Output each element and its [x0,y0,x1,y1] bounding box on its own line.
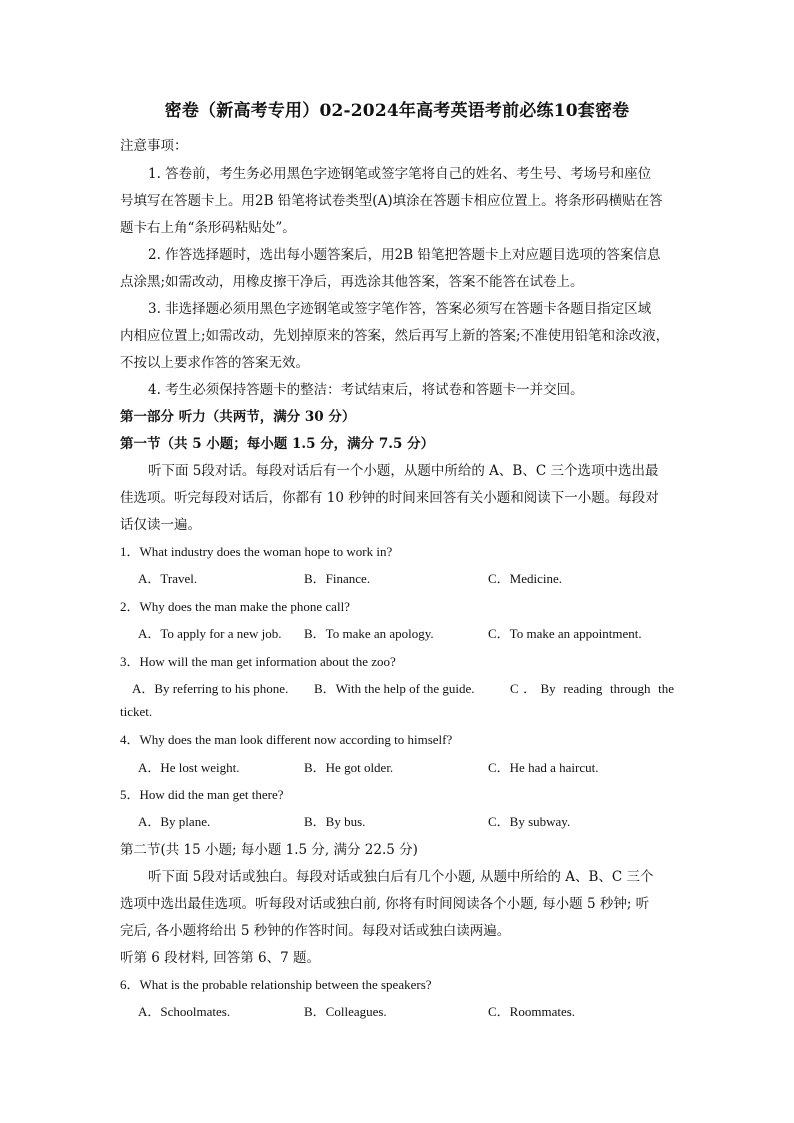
notice-heading: 注意事项： [120,138,188,154]
question-4-option-b: B．He got older. [304,760,394,775]
section1-intro-line-1: 听下面 5段对话。每段对话后有一个小题，从题中所给的 A、B、C 三个选项中选出最 [148,463,659,479]
notice-item-4-line-1: 4. 考生必须保持答题卡的整洁：考试结束后，将试卷和答题卡一并交回。 [148,382,584,398]
question-3-option-c: C．By reading through the [510,681,674,696]
material-instruction: 听第 6 段材料, 回答第 6、7 题。 [120,950,321,966]
notice-item-3-line-1: 3. 非选择题必须用黑色字迹钢笔或签字笔作答，答案必须写在答题卡各题目指定区域 [148,301,652,317]
notice-item-2-line-2: 点涂黑;如需改动，用橡皮擦干净后，再选涂其他答案，答案不能答在试卷上。 [120,274,584,290]
section2-intro-line-3: 完后, 各小题将给出 5 秒钟的作答时间。每段对话或独白读两遍。 [120,923,511,939]
question-1-option-c: C．Medicine. [488,571,563,586]
section1-heading: 第一节（共 5 小题；每小题 1.5 分，满分 7.5 分） [120,436,435,452]
question-1-option-b: B．Finance. [304,571,371,586]
notice-item-2-line-1: 2. 作答选择题时，选出每小题答案后，用2B 铅笔把答题卡上对应题目选项的答案信息 [148,247,661,263]
question-2-option-a: A．To apply for a new job. [138,626,282,641]
question-5-option-c: C．By subway. [488,814,571,829]
section2-intro-line-1: 听下面 5段对话或独白。每段对话或独白后有几个小题, 从题中所给的 A、B、C 三个 [148,869,654,885]
section2-heading: 第二节(共 15 小题; 每小题 1.5 分, 满分 22.5 分) [120,842,418,858]
question-6-option-a: A．Schoolmates. [138,1004,231,1019]
question-5-option-b: B．By bus. [304,814,366,829]
question-4-option-a: A．He lost weight. [138,760,240,775]
question-2-option-c: C．To make an appointment. [488,626,642,641]
question-4-option-c: C．He had a haircut. [488,760,599,775]
notice-item-1-line-1: 1. 答卷前，考生务必用黑色字迹钢笔或签字笔将自己的姓名、考生号、考场号和座位 [148,166,652,182]
question-2: 2．Why does the man make the phone call? [120,599,350,614]
question-6-option-c: C．Roommates. [488,1004,576,1019]
question-5: 5．How did the man get there? [120,787,284,802]
section1-intro-line-2: 佳选项。听完每段对话后，你都有 10 秒钟的时间来回答有关小题和阅读下一小题。每段对 [120,490,659,506]
question-6-option-b: B．Colleagues. [304,1004,387,1019]
part1-heading: 第一部分 听力（共两节，满分 30 分） [120,409,356,425]
question-4: 4．Why does the man look different now according to himself? [120,732,453,747]
question-3-option-b: B．With the help of the guide. [314,681,475,696]
question-3: 3．How will the man get information about the zoo? [120,654,396,669]
question-3-option-c-continued: ticket. [120,704,153,719]
notice-item-3-line-2: 内相应位置上;如需改动，先划掉原来的答案，然后再写上新的答案;不准使用铅笔和涂改液， [120,328,670,344]
question-1-option-a: A．Travel. [138,571,198,586]
question-6: 6．What is the probable relationship between the speakers? [120,977,432,992]
question-1: 1．What industry does the woman hope to work in? [120,544,393,559]
notice-item-1-line-3: 题卡右上角“条形码粘贴处”。 [120,220,296,236]
notice-item-3-line-3: 不按以上要求作答的答案无效。 [120,355,309,371]
page-title: 密卷（新高考专用）02-2024年高考英语考前必练10套密卷 [164,101,630,121]
question-3-option-a: A．By referring to his phone. [132,681,289,696]
section2-intro-line-2: 选项中选出最佳选项。听每段对话或独白前, 你将有时间阅读各个小题, 每小题 5 秒钟; 听 [120,896,650,912]
question-5-option-a: A．By plane. [138,814,211,829]
notice-item-1-line-2: 号填写在答题卡上。用2B 铅笔将试卷类型(A)填涂在答题卡相应位置上。将条形码横贴在答 [120,193,663,209]
section1-intro-line-3: 话仅读一遍。 [120,517,201,533]
question-2-option-b: B．To make an apology. [304,626,434,641]
